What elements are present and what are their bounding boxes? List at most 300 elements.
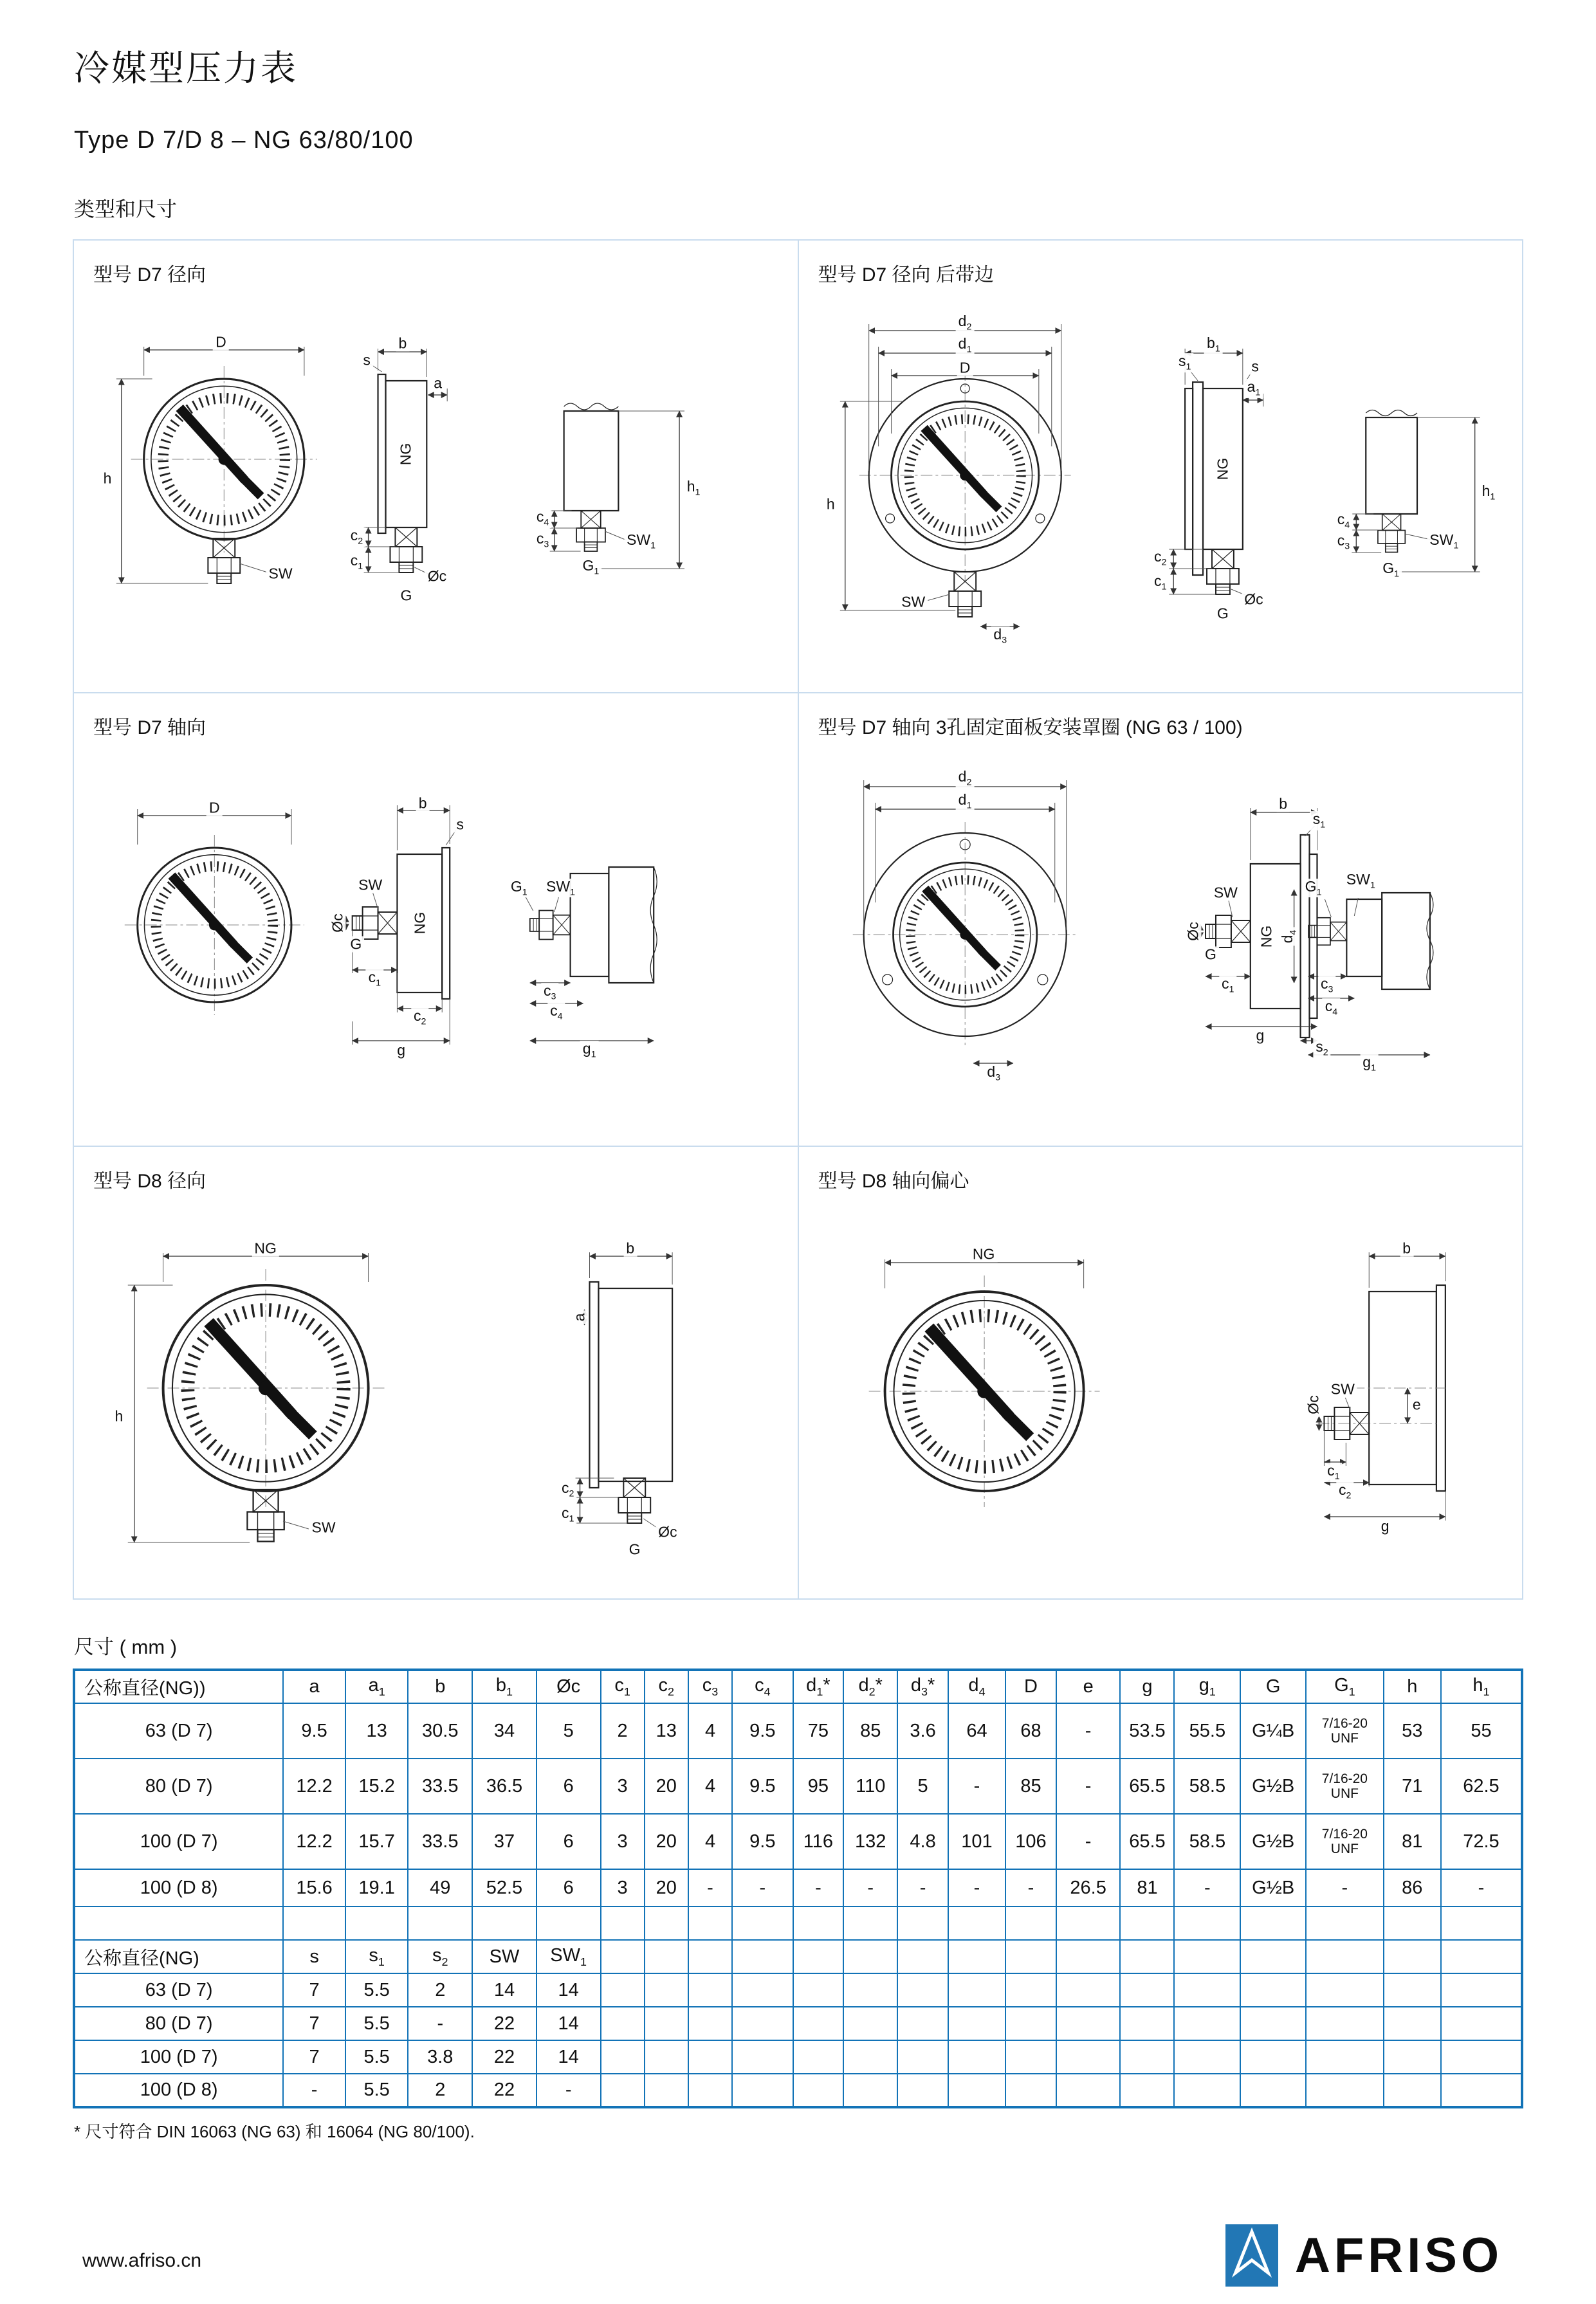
- table-cell: [345, 1906, 408, 1940]
- table-cell: [1306, 1973, 1384, 2007]
- technical-drawing: [802, 286, 1520, 672]
- table-cell: 72.5: [1441, 1814, 1522, 1869]
- dimension-table: [73, 1669, 1523, 2108]
- table-cell: -: [283, 2074, 345, 2107]
- table-cell: -: [537, 2074, 601, 2107]
- panel-title: 型号 D8 径向: [93, 1170, 206, 1192]
- table-cell: 22: [472, 2007, 537, 2040]
- table-cell: [1120, 1906, 1174, 1940]
- table-cell: [1005, 2040, 1056, 2074]
- afriso-logo-text: AFRISO: [1295, 2228, 1503, 2283]
- table-cell: 64: [948, 1703, 1005, 1759]
- column-header: $c_2$: [645, 1670, 688, 1703]
- table-cell: 100 (D 7): [74, 2040, 283, 2074]
- table-cell: [1174, 2074, 1240, 2107]
- dim-label-e: e: [1410, 1397, 1424, 1413]
- table-cell: 12.2: [283, 1814, 345, 1869]
- table-cell: 33.5: [408, 1759, 472, 1814]
- table-cell: 55.5: [1174, 1703, 1240, 1759]
- column-header: G: [1240, 1670, 1306, 1703]
- column-header: [1005, 1940, 1056, 1973]
- technical-drawing: [802, 1192, 1520, 1578]
- column-header: e: [1056, 1670, 1121, 1703]
- dim-label-c1: $c_1$: [559, 1505, 576, 1524]
- table-cell: 19.1: [345, 1869, 408, 1906]
- table-cell: [688, 2040, 732, 2074]
- table-cell: [732, 2074, 793, 2107]
- dim-label-b: b: [416, 795, 430, 811]
- table-cell: 85: [1005, 1759, 1056, 1814]
- column-header: [1306, 1940, 1384, 1973]
- table-cell: [1441, 2007, 1522, 2040]
- table-cell: 49: [408, 1869, 472, 1906]
- dim-label-b: b: [1400, 1240, 1413, 1256]
- dim-label-b1: $b_1$: [1204, 335, 1223, 354]
- dim-label-g: g: [1254, 1028, 1267, 1044]
- dim-label-a: a: [431, 375, 445, 391]
- table-cell: [732, 1906, 793, 1940]
- dim-label-c1: $c_1$: [366, 969, 383, 989]
- dim-label-sw: SW: [1328, 1382, 1357, 1398]
- table-cell: 36.5: [472, 1759, 537, 1814]
- table-cell: 12.2: [283, 1759, 345, 1814]
- dim-label-d4: $d_4$: [1280, 927, 1299, 946]
- dim-label-ng: NG: [1258, 922, 1274, 950]
- table-cell: [1120, 2074, 1174, 2107]
- table-cell: [688, 2007, 732, 2040]
- table-cell: 13: [645, 1703, 688, 1759]
- column-header: [843, 1940, 897, 1973]
- table-cell: 80 (D 7): [74, 1759, 283, 1814]
- table-cell: 4.8: [897, 1814, 948, 1869]
- table-cell: 9.5: [732, 1814, 793, 1869]
- table-cell: 9.5: [732, 1759, 793, 1814]
- table-cell: [1174, 2040, 1240, 2074]
- panel-title: 型号 D8 轴向偏心: [818, 1170, 969, 1192]
- table-cell: 7: [283, 2040, 345, 2074]
- table-cell: [1441, 2040, 1522, 2074]
- table-cell: 55: [1441, 1703, 1522, 1759]
- footer-website-link[interactable]: www.afriso.cn: [82, 2250, 202, 2271]
- panel-d7-axial: [73, 693, 798, 1146]
- technical-drawing: [77, 738, 795, 1124]
- dim-label-d1: $d_1$: [956, 336, 975, 355]
- dim-label-sw: SW: [266, 566, 295, 582]
- table-cell: [472, 1906, 537, 1940]
- table-cell: [793, 2074, 844, 2107]
- panel-d7-radial-back-flange: [798, 240, 1523, 693]
- table-cell: 71: [1384, 1759, 1441, 1814]
- table-cell: [601, 1973, 645, 2007]
- table-cell: [1306, 2040, 1384, 2074]
- dim-label-g1: $G_1$: [508, 879, 530, 898]
- column-header: 公称直径(NG)): [74, 1670, 283, 1703]
- table-cell: 85: [843, 1703, 897, 1759]
- table-cell: [897, 1906, 948, 1940]
- table-cell: -: [1005, 1869, 1056, 1906]
- dim-label-h: h: [824, 497, 838, 513]
- dim-label-g: G: [627, 1541, 643, 1557]
- dim-label-c4: $c_4$: [1335, 511, 1352, 531]
- panel-d7-axial-panel-mount: [798, 693, 1523, 1146]
- table-cell: [1240, 1906, 1306, 1940]
- panel-d8-radial: [73, 1146, 798, 1599]
- table-cell: [897, 2074, 948, 2107]
- column-header: [645, 1940, 688, 1973]
- table-cell: [793, 1906, 844, 1940]
- column-header: [1056, 1940, 1121, 1973]
- dim-label-g1: $G_1$: [1380, 560, 1402, 580]
- column-header: $d_2*$: [843, 1670, 897, 1703]
- column-header: 公称直径(NG): [74, 1940, 283, 1973]
- type-subtitle: Type D 7/D 8 – NG 63/80/100: [74, 127, 414, 154]
- table-cell: [688, 2074, 732, 2107]
- dim-label-sw1: $SW_1$: [1344, 872, 1378, 891]
- page-title: 冷媒型压力表: [74, 48, 298, 88]
- table-cell: 14: [537, 2007, 601, 2040]
- dim-label-g: G: [1215, 606, 1231, 622]
- column-header: $h_1$: [1441, 1670, 1522, 1703]
- table-cell: 7/16-20 UNF: [1306, 1703, 1384, 1759]
- table-cell: [688, 1973, 732, 2007]
- table-cell: G½B: [1240, 1814, 1306, 1869]
- table-cell: 3: [601, 1869, 645, 1906]
- table-cell: -: [408, 2007, 472, 2040]
- column-header: $b_1$: [472, 1670, 537, 1703]
- table-cell: -: [897, 1869, 948, 1906]
- column-header: [601, 1940, 645, 1973]
- dim-label-c4: $c_4$: [1323, 998, 1340, 1018]
- table-cell: [948, 1906, 1005, 1940]
- table-cell: [537, 1906, 601, 1940]
- dim-label-g1: $g_1$: [1360, 1054, 1379, 1074]
- table-cell: [1005, 2074, 1056, 2107]
- table-cell: [1384, 1906, 1441, 1940]
- table-cell: 80 (D 7): [74, 2007, 283, 2040]
- table-cell: [645, 1973, 688, 2007]
- table-cell: 3: [601, 1814, 645, 1869]
- table-cell: [1240, 2040, 1306, 2074]
- dim-label-d2: $d_2$: [956, 769, 975, 788]
- dim-label-d3: $d_3$: [984, 1064, 1003, 1083]
- dim-label-g: G: [1202, 947, 1219, 963]
- table-cell: [897, 2040, 948, 2074]
- table-cell: 58.5: [1174, 1759, 1240, 1814]
- table-cell: 9.5: [732, 1703, 793, 1759]
- column-header: [948, 1940, 1005, 1973]
- table-cell: 22: [472, 2040, 537, 2074]
- table-cell: [645, 2040, 688, 2074]
- table-cell: [793, 2007, 844, 2040]
- table-cell: [283, 1906, 345, 1940]
- table-cell: 116: [793, 1814, 844, 1869]
- dim-label-sw: SW: [899, 594, 928, 610]
- technical-drawing: [77, 286, 795, 672]
- table-cell: [1056, 1973, 1121, 2007]
- column-header: $c_4$: [732, 1670, 793, 1703]
- table-cell: [1384, 2074, 1441, 2107]
- table-cell: [732, 1973, 793, 2007]
- column-header: $G_1$: [1306, 1670, 1384, 1703]
- table-cell: [601, 1906, 645, 1940]
- table-cell: 4: [688, 1703, 732, 1759]
- table-cell: G½B: [1240, 1759, 1306, 1814]
- panel-d8-axial-eccentric: [798, 1146, 1523, 1599]
- table-cell: [948, 2007, 1005, 2040]
- table-cell: 53.5: [1120, 1703, 1174, 1759]
- panel-title: 型号 D7 径向 后带边: [818, 264, 994, 286]
- column-header: [1120, 1940, 1174, 1973]
- dim-label-g1: $G_1$: [580, 558, 601, 577]
- dim-label-g1: $G_1$: [1303, 879, 1325, 898]
- table-cell: 33.5: [408, 1814, 472, 1869]
- table-cell: 7/16-20 UNF: [1306, 1759, 1384, 1814]
- dim-label-d: D: [213, 334, 229, 351]
- table-cell: [843, 2040, 897, 2074]
- table-cell: [1005, 1973, 1056, 2007]
- dim-label-c3: $c_3$: [1318, 976, 1335, 995]
- table-cell: 14: [537, 2040, 601, 2074]
- table-cell: 3.6: [897, 1703, 948, 1759]
- table-cell: 15.7: [345, 1814, 408, 1869]
- table-cell: 6: [537, 1814, 601, 1869]
- dim-label-c4: $c_4$: [534, 509, 551, 528]
- dim-label-d3: $d_3$: [991, 626, 1009, 646]
- column-header: a: [283, 1670, 345, 1703]
- table-cell: 4: [688, 1814, 732, 1869]
- table-cell: -: [948, 1869, 1005, 1906]
- column-header: $d_3*$: [897, 1670, 948, 1703]
- table-cell: 14: [472, 1973, 537, 2007]
- table-cell: [732, 2007, 793, 2040]
- din-footnote: * 尺寸符合 DIN 16063 (NG 63) 和 16064 (NG 80/100).: [74, 2122, 475, 2141]
- table-cell: [601, 2007, 645, 2040]
- dim-label-h1: $h_1$: [684, 479, 703, 498]
- technical-drawing: [77, 1192, 795, 1578]
- column-header: SW: [472, 1940, 537, 1973]
- table-cell: 2: [408, 2074, 472, 2107]
- table-cell: [793, 2040, 844, 2074]
- column-header: [732, 1940, 793, 1973]
- table-cell: [1056, 2007, 1121, 2040]
- table-cell: [645, 2074, 688, 2107]
- table-cell: [74, 1906, 283, 1940]
- column-header: [1384, 1940, 1441, 1973]
- table-cell: [1056, 2074, 1121, 2107]
- dim-label-a1: $a_1$: [1245, 379, 1263, 398]
- panel-d7-radial: [73, 240, 798, 693]
- technical-drawing: [802, 738, 1520, 1124]
- table-cell: [897, 2007, 948, 2040]
- table-cell: [1120, 2040, 1174, 2074]
- column-header: [897, 1940, 948, 1973]
- dim-label-c2: $c_2$: [411, 1008, 428, 1027]
- dim-label-b: b: [396, 336, 409, 352]
- table-cell: [1240, 2074, 1306, 2107]
- table-cell: -: [688, 1869, 732, 1906]
- dim-label-h: h: [101, 471, 115, 487]
- table-cell: 86: [1384, 1869, 1441, 1906]
- table-cell: 110: [843, 1759, 897, 1814]
- dim-label-ng: NG: [398, 441, 414, 468]
- panel-title: 型号 D7 轴向 3孔固定面板安装罩圈 (NG 63 / 100): [818, 717, 1243, 739]
- dim-label-a: a: [571, 1310, 587, 1324]
- column-header: h: [1384, 1670, 1441, 1703]
- table-cell: 68: [1005, 1703, 1056, 1759]
- table-cell: [1056, 2040, 1121, 2074]
- dim-label-sw1: $SW_1$: [544, 879, 578, 898]
- table-cell: [843, 2007, 897, 2040]
- column-header: $s_2$: [408, 1940, 472, 1973]
- table-cell: 65.5: [1120, 1759, 1174, 1814]
- table-cell: 5: [897, 1759, 948, 1814]
- section-heading-types: 类型和尺寸: [74, 197, 178, 221]
- dim-label-øc: Øc: [1242, 591, 1265, 607]
- dim-label-c1: $c_1$: [348, 553, 365, 572]
- table-cell: [948, 2074, 1005, 2107]
- table-cell: 6: [537, 1759, 601, 1814]
- table-cell: [1120, 2007, 1174, 2040]
- table-cell: -: [793, 1869, 844, 1906]
- table-cell: [793, 1973, 844, 2007]
- column-header: $g_1$: [1174, 1670, 1240, 1703]
- table-cell: 5.5: [345, 2007, 408, 2040]
- table-cell: 5.5: [345, 1973, 408, 2007]
- dim-label-øc: Øc: [330, 911, 346, 935]
- dim-label-sw1: $SW_1$: [624, 532, 658, 551]
- column-header: s: [283, 1940, 345, 1973]
- table-cell: 62.5: [1441, 1759, 1522, 1814]
- table-cell: 7: [283, 2007, 345, 2040]
- dim-label-sw: SW: [356, 877, 385, 893]
- table-cell: [1240, 1973, 1306, 2007]
- table-cell: 30.5: [408, 1703, 472, 1759]
- table-cell: [1306, 2007, 1384, 2040]
- table-cell: 13: [345, 1703, 408, 1759]
- dim-label-c2: $c_2$: [1151, 549, 1169, 568]
- table-cell: 63 (D 7): [74, 1703, 283, 1759]
- column-header: $SW_1$: [537, 1940, 601, 1973]
- table-cell: 5.5: [345, 2074, 408, 2107]
- column-header: [1174, 1940, 1240, 1973]
- table-cell: 5: [537, 1703, 601, 1759]
- dim-label-c4: $c_4$: [547, 1003, 565, 1022]
- table-cell: [948, 2040, 1005, 2074]
- table-cell: 20: [645, 1759, 688, 1814]
- table-cell: [1306, 2074, 1384, 2107]
- table-cell: [1306, 1906, 1384, 1940]
- table-cell: 95: [793, 1759, 844, 1814]
- drawing-grid: [73, 239, 1523, 1600]
- table-cell: -: [1056, 1703, 1121, 1759]
- table-cell: 63 (D 7): [74, 1973, 283, 2007]
- column-header: [1240, 1940, 1306, 1973]
- column-header: $c_3$: [688, 1670, 732, 1703]
- dim-label-c3: $c_3$: [534, 531, 551, 550]
- table-cell: [1384, 2007, 1441, 2040]
- column-header: $c_1$: [601, 1670, 645, 1703]
- table-cell: [1005, 2007, 1056, 2040]
- table-cell: [408, 1906, 472, 1940]
- table-cell: [688, 1906, 732, 1940]
- table-cell: 4: [688, 1759, 732, 1814]
- dim-label-h: h: [112, 1409, 125, 1425]
- table-cell: G½B: [1240, 1869, 1306, 1906]
- table-cell: [1056, 1906, 1121, 1940]
- table-cell: -: [1174, 1869, 1240, 1906]
- table-cell: [1120, 1973, 1174, 2007]
- table-cell: -: [948, 1759, 1005, 1814]
- table-cell: [1174, 2007, 1240, 2040]
- panel-title: 型号 D7 轴向: [93, 717, 206, 739]
- table-cell: G¼B: [1240, 1703, 1306, 1759]
- table-cell: 100 (D 7): [74, 1814, 283, 1869]
- dim-label-c1: $c_1$: [1151, 573, 1169, 592]
- dim-label-c2: $c_2$: [559, 1481, 576, 1500]
- dim-label-c3: $c_3$: [1335, 533, 1352, 552]
- dim-label-c3: $c_3$: [541, 983, 558, 1002]
- dim-label-d1: $d_1$: [956, 792, 975, 811]
- table-cell: [1240, 2007, 1306, 2040]
- dim-label-sw1: $SW_1$: [1427, 532, 1461, 551]
- table-cell: [1441, 1973, 1522, 2007]
- table-cell: 100 (D 8): [74, 2074, 283, 2107]
- dim-label-c1: $c_1$: [1219, 976, 1236, 995]
- column-header: $d_1*$: [793, 1670, 844, 1703]
- table-cell: [601, 2074, 645, 2107]
- dim-label-øc: Øc: [656, 1524, 679, 1541]
- table-cell: [1174, 1973, 1240, 2007]
- dim-label-s2: $s_2$: [1313, 1039, 1330, 1058]
- table-cell: 100 (D 8): [74, 1869, 283, 1906]
- table-cell: 22: [472, 2074, 537, 2107]
- table-cell: 81: [1384, 1814, 1441, 1869]
- dim-label-b: b: [623, 1240, 637, 1256]
- column-header: $d_4$: [948, 1670, 1005, 1703]
- table-cell: 37: [472, 1814, 537, 1869]
- column-header: [793, 1940, 844, 1973]
- table-cell: [843, 1906, 897, 1940]
- table-cell: -: [1056, 1814, 1121, 1869]
- table-cell: 7: [283, 1973, 345, 2007]
- table-cell: -: [1056, 1759, 1121, 1814]
- table-cell: 14: [537, 1973, 601, 2007]
- column-header: g: [1120, 1670, 1174, 1703]
- dim-label-øc: Øc: [1186, 920, 1202, 944]
- table-cell: 20: [645, 1869, 688, 1906]
- dim-label-øc: Øc: [1305, 1393, 1321, 1417]
- table-cell: 20: [645, 1814, 688, 1869]
- table-cell: [1174, 1906, 1240, 1940]
- table-cell: 6: [537, 1869, 601, 1906]
- table-cell: 101: [948, 1814, 1005, 1869]
- dim-label-g: g: [1379, 1518, 1392, 1534]
- table-cell: 2: [408, 1973, 472, 2007]
- dim-label-øc: Øc: [425, 568, 449, 584]
- column-header: D: [1005, 1670, 1056, 1703]
- dim-label-h1: $h_1$: [1480, 483, 1498, 502]
- dim-label-ng: NG: [412, 910, 428, 937]
- table-cell: -: [1306, 1869, 1384, 1906]
- table-cell: [601, 2040, 645, 2074]
- table-cell: 15.6: [283, 1869, 345, 1906]
- table-cell: -: [1441, 1869, 1522, 1906]
- dim-label-d2: $d_2$: [956, 313, 975, 333]
- table-cell: 58.5: [1174, 1814, 1240, 1869]
- dim-label-s1: $s_1$: [1310, 811, 1328, 830]
- dim-label-c2: $c_2$: [1336, 1482, 1353, 1501]
- table-cell: [1384, 2040, 1441, 2074]
